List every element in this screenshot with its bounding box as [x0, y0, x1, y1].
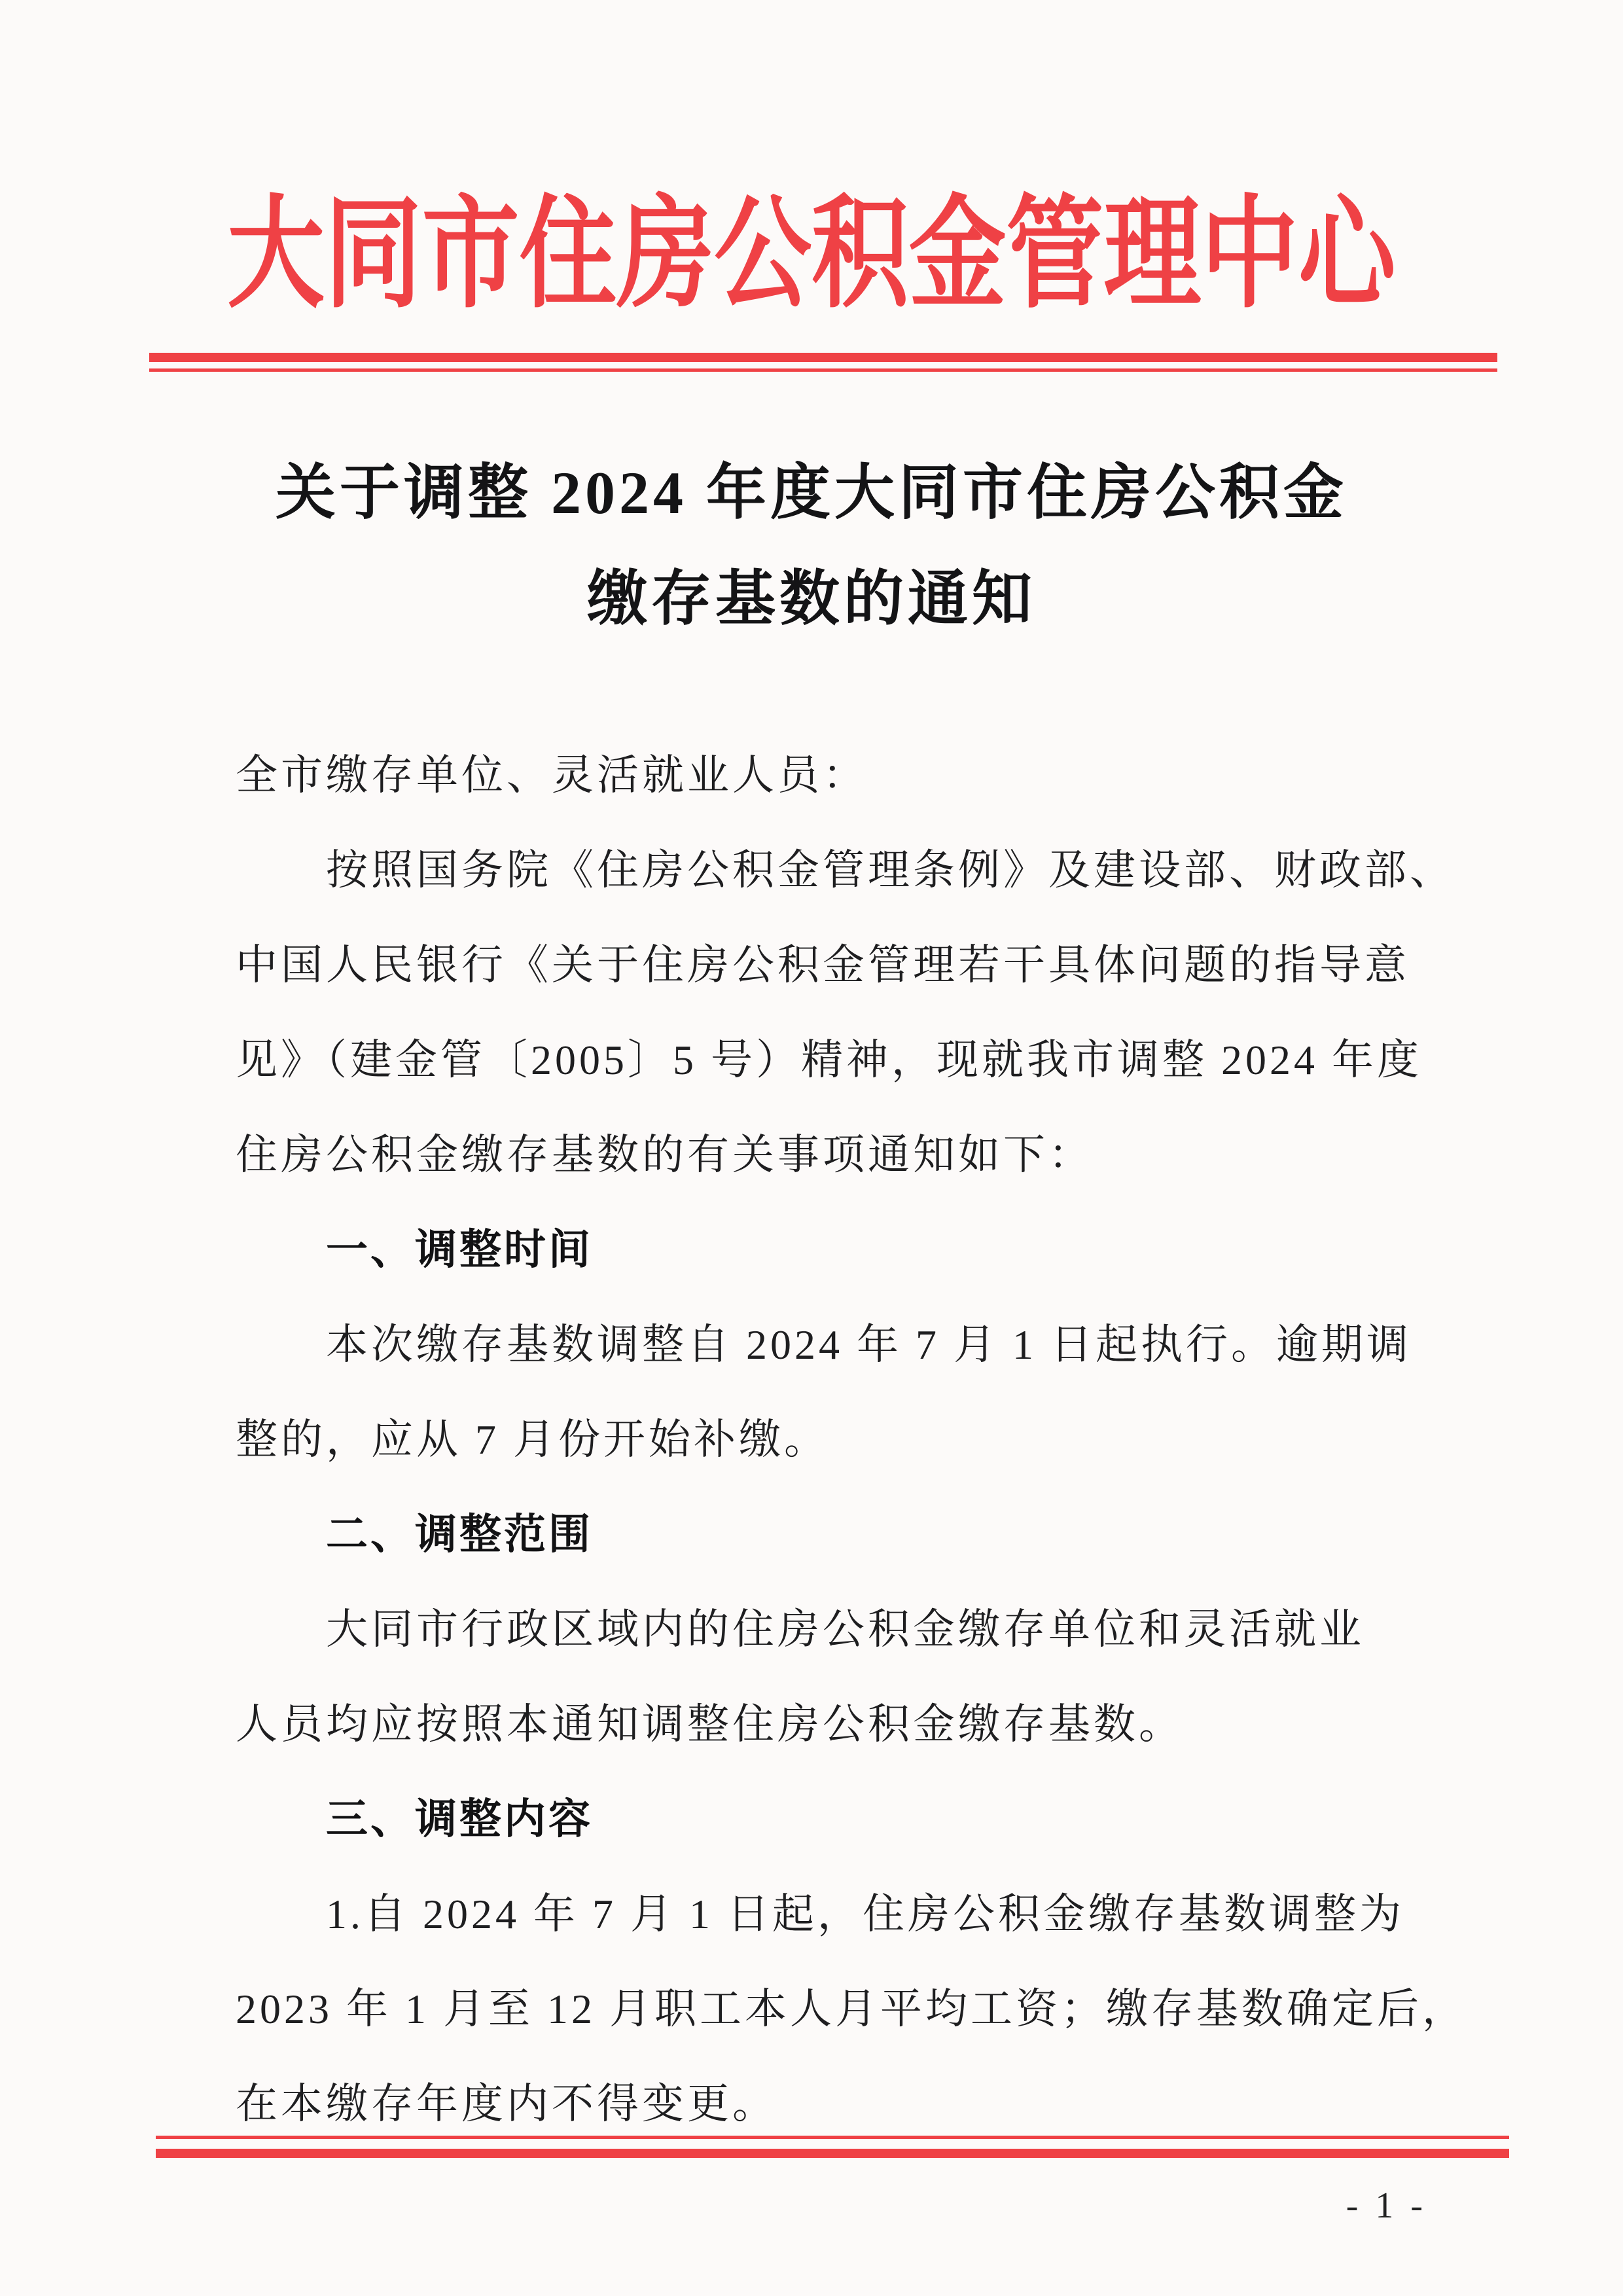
- body-line: 见》（建金管〔2005〕5 号）精神，现就我市调整 2024 年度: [236, 1037, 1422, 1083]
- body-line: 1.自 2024 年 7 月 1 日起，住房公积金缴存基数调整为: [326, 1891, 1404, 1937]
- letterhead-org-name: 大同市住房公积金管理中心: [227, 188, 1396, 323]
- header-rule-thin: [149, 368, 1497, 372]
- body-line: 按照国务院《住房公积金管理条例》及建设部、财政部、: [326, 847, 1455, 893]
- body-text: [236, 728, 1467, 2151]
- header-rule-thick: [149, 353, 1497, 362]
- section-heading: 二、调整范围: [326, 1511, 593, 1558]
- body-line: 本次缴存基数调整自 2024 年 7 月 1 日起执行。逾期调: [326, 1321, 1412, 1368]
- body-line: 住房公积金缴存基数的有关事项通知如下：: [236, 1132, 1094, 1178]
- body-line: 人员均应按照本通知调整住房公积金缴存基数。: [236, 1701, 1184, 1748]
- footer-rule-thick: [156, 2149, 1509, 2158]
- document-title-line-2: 缴存基数的通知: [586, 565, 1036, 632]
- section-heading: 一、调整时间: [326, 1226, 593, 1273]
- section-heading: 三、调整内容: [326, 1795, 593, 1842]
- document-title: [0, 440, 1623, 652]
- body-line: 2023 年 1 月至 12 月职工本人月平均工资；缴存基数确定后，: [236, 1986, 1467, 2032]
- document-title-line-1: 关于调整 2024 年度大同市住房公积金: [275, 459, 1347, 526]
- body-line: 全市缴存单位、灵活就业人员：: [236, 752, 868, 798]
- footer-rule-thin: [156, 2136, 1509, 2139]
- body-line: 中国人民银行《关于住房公积金管理若干具体问题的指导意: [236, 942, 1410, 988]
- body-line: 大同市行政区域内的住房公积金缴存单位和灵活就业: [326, 1606, 1364, 1653]
- body-line: 整的，应从 7 月份开始补缴。: [236, 1416, 829, 1463]
- page-number: - 1 -: [1346, 2185, 1427, 2226]
- body-line: 在本缴存年度内不得变更。: [236, 2081, 777, 2127]
